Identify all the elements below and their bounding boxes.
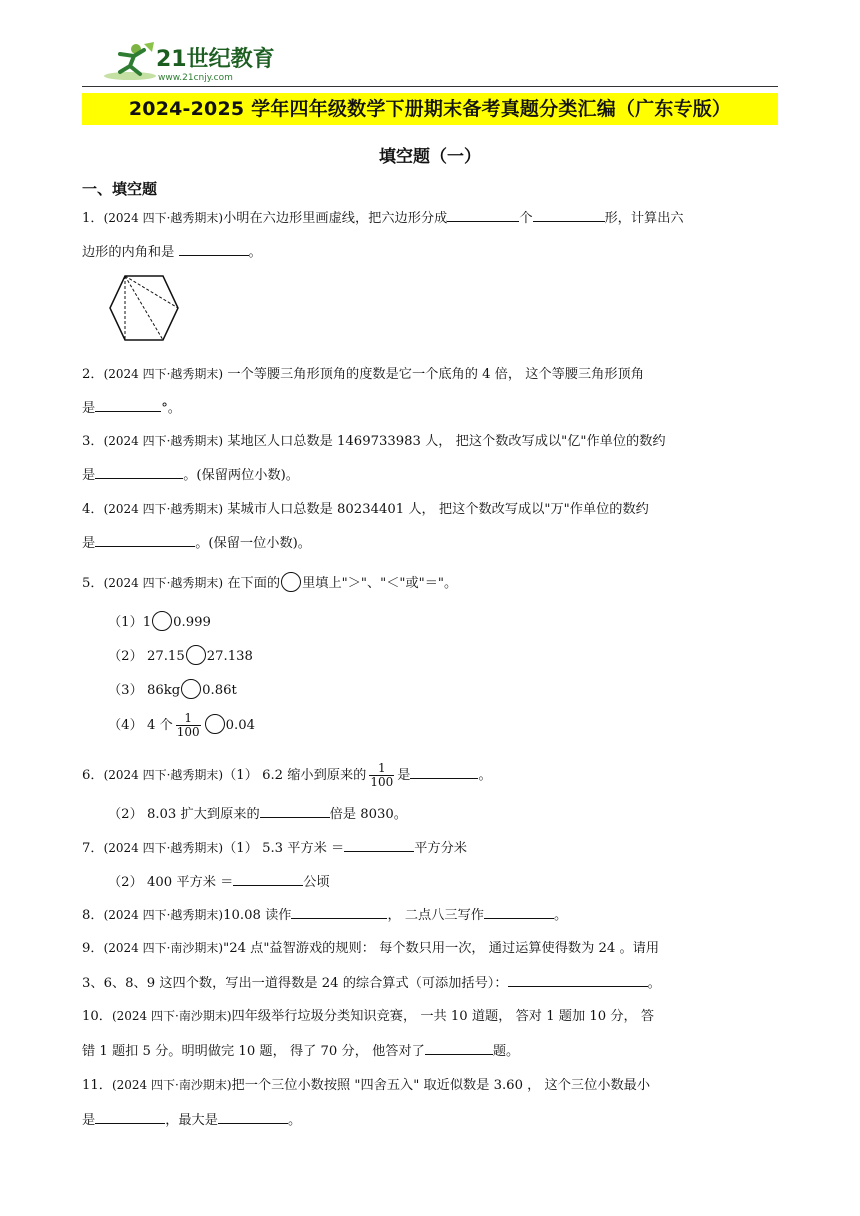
question-1-line-1: 1．(2024 四下·越秀期末)小明在六边形里画虚线，把六边形分成 个 形，计算出六	[82, 207, 684, 229]
answer-blank[interactable]	[218, 1109, 288, 1124]
runner-icon	[100, 40, 280, 84]
fraction: $\frac{1}{100}$	[176, 711, 200, 739]
answer-blank[interactable]	[95, 464, 183, 479]
header-rule	[82, 86, 778, 87]
answer-blank[interactable]	[344, 837, 414, 852]
answer-blank[interactable]	[533, 207, 605, 222]
answer-blank[interactable]	[410, 764, 478, 779]
circle-blank[interactable]	[186, 645, 206, 665]
question-11-line-2: 是 ，最大是 。	[82, 1109, 301, 1131]
answer-blank[interactable]	[425, 1040, 493, 1055]
question-5-part-2: （2） 27.15 27.138	[108, 645, 253, 667]
answer-blank[interactable]	[260, 803, 330, 818]
question-3-line-1: 3．(2024 四下·越秀期末) 某地区人口总数是 1469733983 人， 把这个数改写成以"亿"作单位的数约	[82, 434, 666, 449]
question-9-line-2: 3、6、8、9 这四个数，写出一道得数是 24 的综合算式（可添加括号）： 。	[82, 972, 661, 994]
answer-blank[interactable]	[291, 904, 387, 919]
question-9-line-1: 9．(2024 四下·南沙期末)"24 点"益智游戏的规则： 每个数只用一次， 通过运算使得数为 24 。请用	[82, 941, 660, 956]
circle-blank[interactable]	[205, 714, 225, 734]
question-2-line-2: 是 °。	[82, 397, 181, 419]
answer-blank[interactable]	[484, 904, 554, 919]
question-5-part-1: （1）1 0.999	[108, 611, 211, 633]
question-7-part-2: （2） 400 平方米 ＝ 公顷	[108, 871, 330, 893]
hexagon-figure	[108, 273, 180, 343]
logo-text: 21世纪教育	[156, 47, 275, 72]
question-2-line-1: 2．(2024 四下·越秀期末) 一个等腰三角形顶角的度数是它一个底角的 4 倍， 这个等腰三角形顶角	[82, 367, 644, 382]
question-4-line-2: 是 。(保留一位小数)。	[82, 532, 311, 554]
question-8: 8．(2024 四下·越秀期末)10.08 读作 ， 二点八三写作 。	[82, 904, 567, 926]
circle-blank[interactable]	[281, 572, 301, 592]
fraction: $\frac{1}{100}$	[370, 761, 394, 789]
question-4-line-1: 4．(2024 四下·越秀期末) 某城市人口总数是 80234401 人， 把这个数改写成以"万"作单位的数约	[82, 502, 649, 517]
question-6-line-1: 6．(2024 四下·越秀期末)（1） 6.2 缩小到原来的 $\frac{1}{100}$ 是 。	[82, 761, 492, 789]
sub-title: 填空题（一）	[379, 147, 481, 167]
question-5-part-4: （4） 4 个 $\frac{1}{100}$ 0.04	[108, 711, 256, 739]
question-11-line-1: 11．(2024 四下·南沙期末)把一个三位小数按照 "四舍五入" 取近似数是 3.60 ， 这个三位小数最小	[82, 1078, 651, 1093]
question-6-part-2: （2） 8.03 扩大到原来的 倍是 8030。	[108, 803, 407, 825]
question-10-line-1: 10．(2024 四下·南沙期末)四年级举行垃圾分类知识竞赛， 一共 10 道题， 答对 1 题加 10 分， 答	[82, 1009, 655, 1024]
answer-blank[interactable]	[179, 241, 249, 256]
answer-blank[interactable]	[95, 1109, 165, 1124]
circle-blank[interactable]	[181, 679, 201, 699]
logo-url: www.21cnjy.com	[158, 73, 233, 83]
section-heading: 一、填空题	[82, 180, 158, 198]
logo	[100, 40, 280, 84]
answer-blank[interactable]	[508, 972, 648, 987]
question-5-line-1: 5．(2024 四下·越秀期末) 在下面的 里填上"＞"、"＜"或"＝"。	[82, 572, 457, 594]
answer-blank[interactable]	[95, 397, 161, 412]
answer-blank[interactable]	[95, 532, 195, 547]
question-1-line-2: 边形的内角和是 。	[82, 241, 262, 263]
answer-blank[interactable]	[233, 871, 303, 886]
question-7-line-1: 7．(2024 四下·越秀期末)（1） 5.3 平方米 ＝ 平方分米	[82, 837, 467, 859]
question-3-line-2: 是 。(保留两位小数)。	[82, 464, 299, 486]
question-5-part-3: （3） 86kg 0.86t	[108, 679, 237, 701]
answer-blank[interactable]	[447, 207, 519, 222]
page-title: 2024-2025 学年四年级数学下册期末备考真题分类汇编（广东专版）	[82, 93, 778, 125]
question-10-line-2: 错 1 题扣 5 分。明明做完 10 题， 得了 70 分， 他答对了 题。	[82, 1040, 519, 1062]
circle-blank[interactable]	[152, 611, 172, 631]
